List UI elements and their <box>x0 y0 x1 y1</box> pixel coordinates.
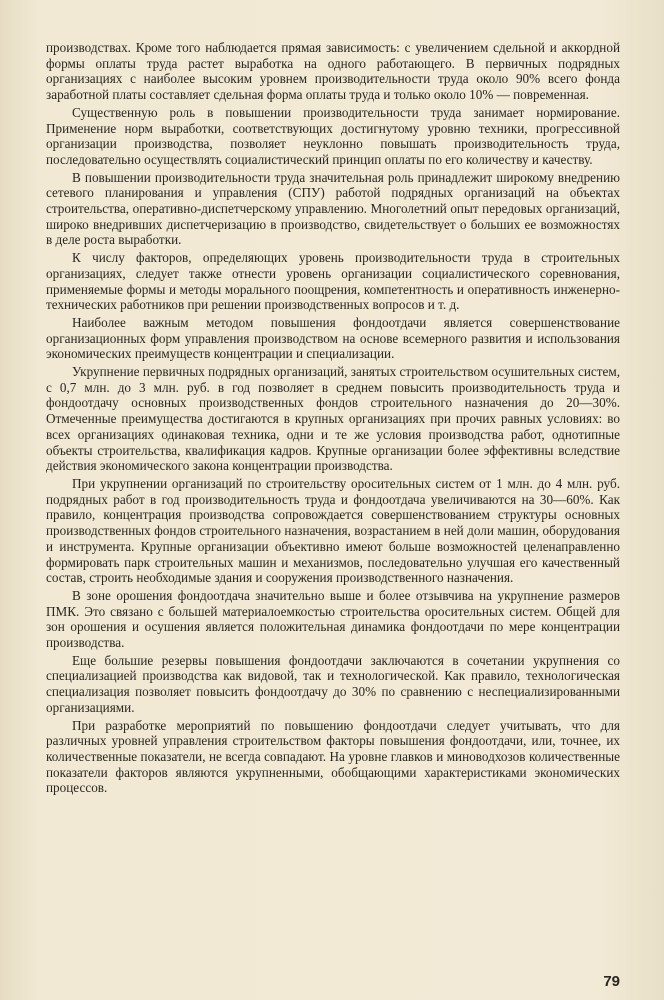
paragraph-6: Укрупнение первичных подрядных организаций, занятых строительством осушительных систем, с 0,7 млн. до 3 млн. руб. в год позволяет в среднем повысить производительность труда и фондоотдачу основных производственных фондов строительного назначения до 20—30%. Отмеченные преимущества достигаются в крупных организациях при прочих равных условиях: во всех организациях одинаковая техника, одни и те же условия производства работ, однотипные объекты строительства, квалификация кадров. Крупные организации более эффективны вследствие действия экономического закона концентрации производства. <box>46 364 620 474</box>
paragraph-4: К числу факторов, определяющих уровень производительности труда в строительных организациях, следует также отнести уровень организации социалистического соревнования, применяемые формы и методы морального поощрения, компетентность и оперативность инженерно-технических работников при решении производственных вопросов и т. д. <box>46 250 620 313</box>
paragraph-8: В зоне орошения фондоотдача значительно выше и более отзывчива на укрупнение размеров ПМК. Это связано с большей материалоемкостью строительства оросительных систем. Общей для зон орошения и осушения является положительная динамика фондоотдачи по мере концентрации производства. <box>46 587 620 651</box>
page-number: 79 <box>603 973 620 990</box>
paragraph-10: При разработке мероприятий по повышению фондоотдачи следует учитывать, что для различных уровней управления строительством факторы повышения фондоотдачи, или, точнее, их количественные показатели, не всегда совпадают. На уровне главков и миноводхозов количественные показатели факторов являются укрупненными, обобщающими характеристиками экономических процессов. <box>46 717 620 796</box>
paragraph-7: При укрупнении организаций по строительству оросительных систем от 1 млн. до 4 млн. руб. подрядных работ в год производительность труда и фондоотдача увеличиваются на 30—60%. Как правило, концентрация производства сопровождается совершенствованием структуры основных производственных фондов строительного назначения, возрастанием в ней доли машин, оборудования и инструмента. Крупные организации объективно имеют больше возможностей целенаправленно формировать парк строительных машин и механизмов, последовательно улучшая его качественный состав, строить необходимые здания и сооружения производственного назначения. <box>46 475 620 586</box>
paragraph-9: Еще большие резервы повышения фондоотдачи заключаются в сочетании укрупнения со специализацией производства как видовой, так и технологической. Как правило, технологическая специализация позволяет повысить фондоотдачу до 30% по сравнению с неспециализированными организациями. <box>46 652 620 715</box>
paragraph-2: Существенную роль в повышении производительности труда занимает нормирование. Применение норм выработки, соответствующих достигнутому уровню техники, прогрессивной организации производства, позволяет неуклонно повышать производительность труда, последовательно осуществлять социалистический принцип оплаты по его количеству и качеству. <box>46 104 620 167</box>
paragraph-3: В повышении производительности труда значительная роль принадлежит широкому внедрению сетевого планирования и управления (СПУ) работой подрядных организаций на объектах строительства, оперативно-диспетчерскому управлению. Многолетний опыт передовых организаций, широко внедривших диспетчеризацию в производство, свидетельствует о больших ее возможностях в деле роста выработки. <box>46 169 620 248</box>
paragraph-1: производствах. Кроме того наблюдается прямая зависимость: с увеличением сдельной и аккордной формы оплаты труда растет выработка на одного работающего. В первичных подрядных организациях с наиболее высоким уровнем производительности труда около 90% всего фонда заработной платы составляет сдельная форма оплаты труда и только около 10% — повременная. <box>46 40 620 103</box>
body-text <box>46 40 620 796</box>
paragraph-5: Наиболее важным методом повышения фондоотдачи является совершенствование организационных форм управления производством на основе всемерного развития и использования экономических преимуществ концентрации и специализации. <box>46 314 620 362</box>
